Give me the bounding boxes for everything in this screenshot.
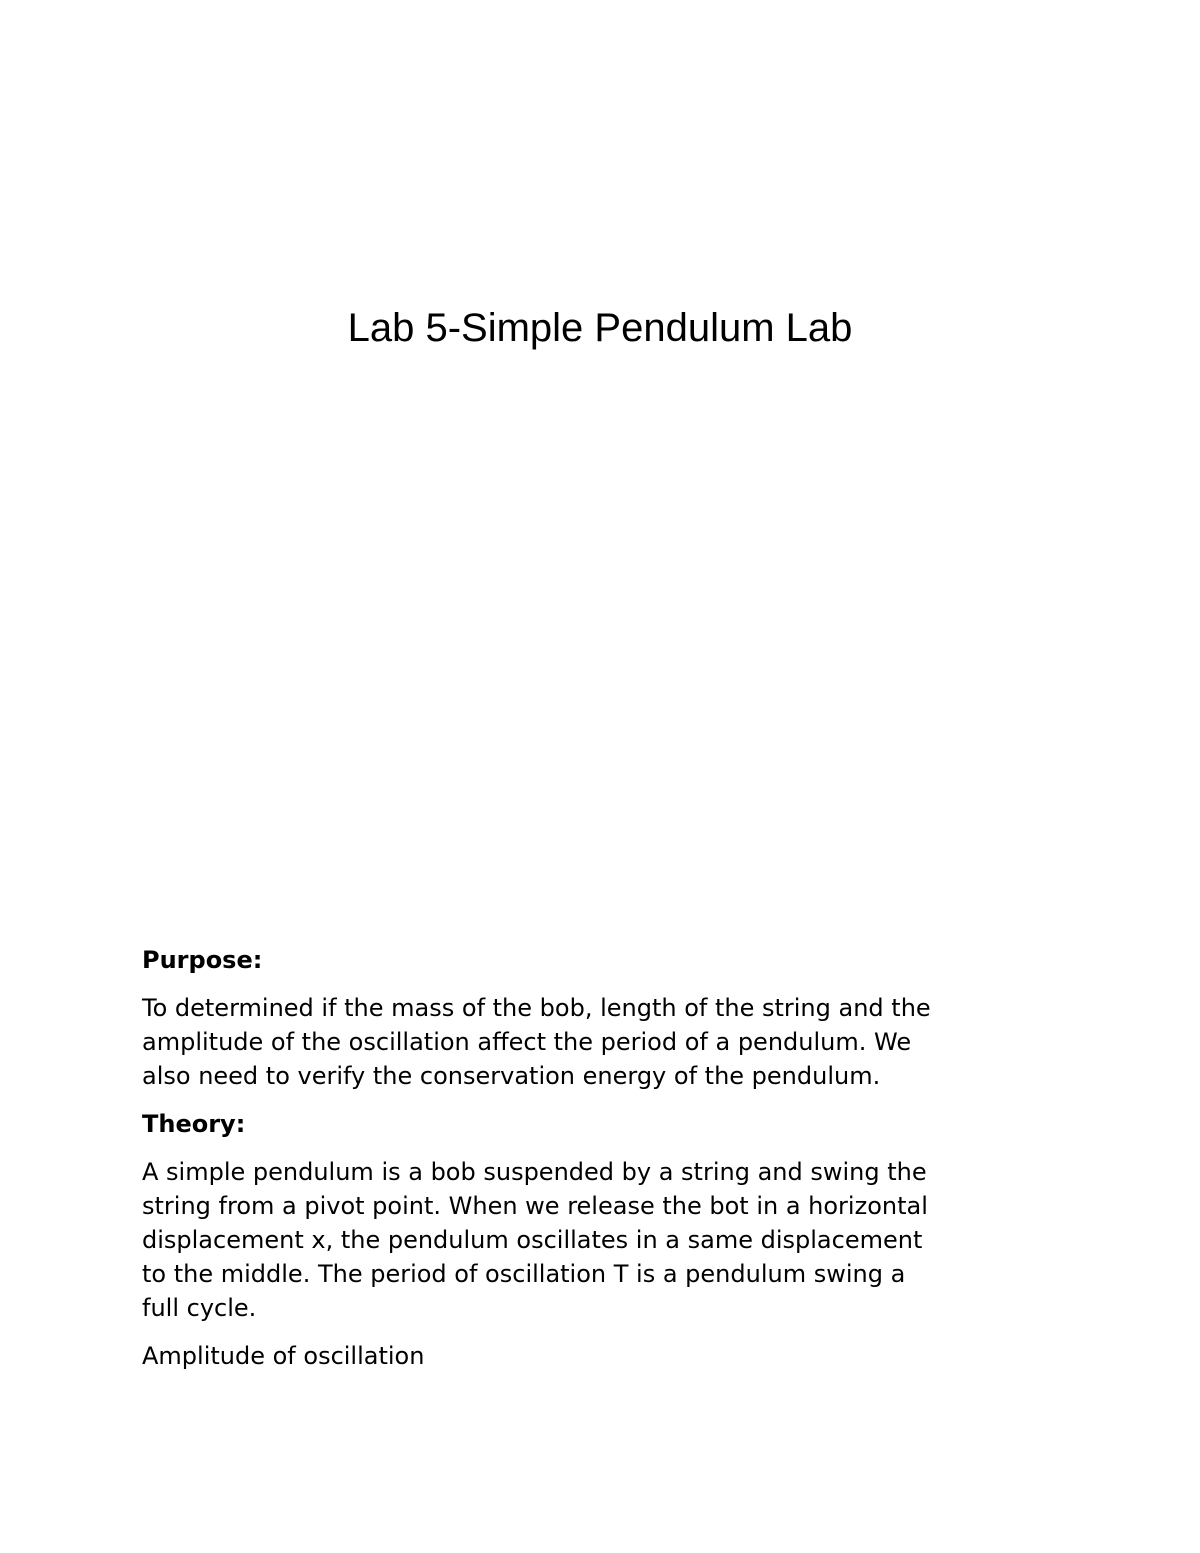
document-title: Lab 5-Simple Pendulum Lab: [347, 306, 853, 350]
theory-paragraph: A simple pendulum is a bob suspended by a string and swing the string from a pivot point. When we release the bot in a horizontal displacement x, the pendulum oscillates in a same displacement to the middle. The period of oscillation T is a pendulum swing a full cycle.: [142, 1158, 928, 1322]
purpose-paragraph: To determined if the mass of the bob, length of the string and the amplitude of the oscillation affect the period of a pendulum. We also need to verify the conservation energy of the pendulum.: [142, 994, 931, 1090]
document-body: [142, 943, 1062, 1387]
theory-heading: Theory:: [142, 1110, 246, 1138]
purpose-heading: Purpose:: [142, 946, 263, 974]
amplitude-label: Amplitude of oscillation: [142, 1342, 425, 1370]
